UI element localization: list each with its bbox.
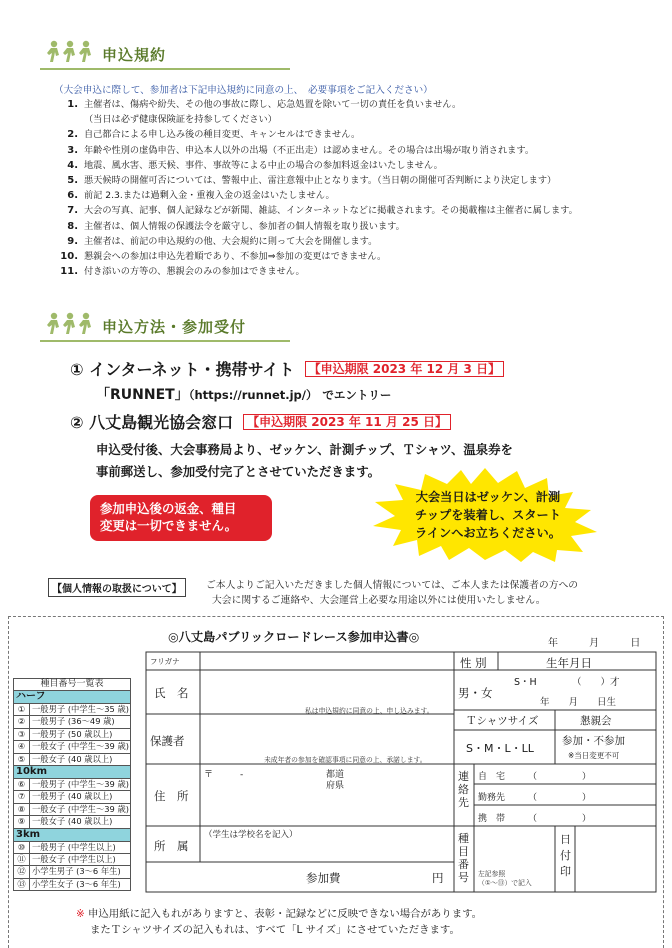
footnote: ※ 申込用紙に記入もれがありますと、表彰・記録などに反映できない場合があります。 またＴシャツサイズの記入もれは、すべて「L サイズ」にさせていただきます。: [76, 908, 483, 936]
birth-ymd-field[interactable]: 年 月 日生: [540, 697, 617, 708]
note-mark: ※: [76, 908, 85, 920]
guardian-consent-note: 未成年者の参加を確認事項に同意の上、承諾します。: [264, 756, 427, 764]
contact-label: 連絡先: [458, 770, 469, 809]
contact-home-field[interactable]: （ ）: [528, 772, 592, 782]
method-description: 申込受付後、大会事務局より、ゼッケン、計測チップ、Ｔシャツ、温泉券を 事前郵送し、参加受付完了とさせていただきます。: [96, 442, 513, 479]
rule-item: 9. 主催者は、前記の申込規約の他、大会規約に則って大会を開催します。: [67, 235, 378, 247]
contact-mobile-field[interactable]: （ ）: [528, 814, 592, 824]
affiliation-label: 所 属: [154, 839, 189, 853]
name-label: 氏 名: [154, 686, 189, 700]
category-row: ⑦ 一般男子 (40 歳以上): [13, 790, 131, 802]
category-row: ④ 一般女子 (中学生〜39 歳): [13, 740, 131, 752]
tshirt-size-options[interactable]: S・M・L・LL: [466, 742, 534, 755]
contact-work-label: 勤務先: [478, 793, 506, 803]
postal-mark: 〒 -: [204, 770, 244, 780]
rule-item: 7. 大会の写真、記事、個人記録などが新聞、雑誌、インターネットなどに掲載されます。その掲載権は主催者に属します。: [67, 205, 578, 217]
category-row: ⑥ 一般男子 (中学生〜39 歳): [13, 778, 131, 790]
category-row: ① 一般男子 (中学生〜35 歳): [13, 703, 131, 715]
rule-item: 1. 主催者は、傷病や紛失、その他の事故に際し、応急処置を除いて一切の責任を負いません。: [67, 99, 462, 110]
prefecture-label: 都道: [326, 770, 345, 780]
category-row: ⑩ 一般男子 (中学生以上): [13, 841, 131, 853]
category-group-3km: 3km: [13, 828, 131, 841]
method-window: ② 八丈島観光協会窓口 【申込期限 2023 年 11 月 25 日】: [70, 410, 451, 433]
fee-unit: 円: [432, 871, 444, 885]
rule-item: 10. 懇親会への参加は申込先着順であり、不参加⇒参加の変更はできません。: [60, 251, 387, 263]
party-note: ※当日変更不可: [568, 751, 620, 760]
contact-home-label: 自 宅: [478, 772, 506, 782]
guardian-label: 保護者: [150, 734, 185, 748]
contact-mobile-label: 携 帯: [478, 814, 506, 824]
privacy-text: ご本人よりご記入いただきました個人情報については、ご本人または保護者の方への 大会に関するご連絡や、大会運営上必要な用途以外には使用いたしません。: [206, 580, 579, 606]
race-day-notice: 大会当日はゼッケン、計測 チップを装着し、スタート ラインへお立ちください。: [415, 490, 561, 540]
affiliation-note: （学生は学校名を記入）: [204, 830, 298, 840]
address-label: 住 所: [154, 789, 189, 803]
category-row: ⑨ 一般女子 (40 歳以上): [13, 815, 131, 827]
deadline-badge: 【申込期限 2023 年 12 月 3 日】: [305, 361, 505, 377]
form-title: ◎八丈島パブリックロードレース参加申込書◎: [168, 630, 420, 644]
affiliation-field[interactable]: [201, 838, 453, 861]
rule-item: 2. 自己都合による申し込み後の種目変更、キャンセルはできません。: [67, 129, 361, 141]
runnet-url[interactable]: （https://runnet.jp/）: [188, 388, 318, 402]
age-field[interactable]: （ ）才: [572, 677, 620, 688]
category-row: ⑤ 一般女子 (40 歳以上): [13, 753, 131, 765]
privacy-label: 【個人情報の取扱について】: [48, 578, 186, 597]
rules-title: 申込規約: [102, 46, 167, 64]
tshirt-label: Ｔシャツサイズ: [466, 715, 539, 727]
category-row: ③ 一般男子 (50 歳以上): [13, 728, 131, 740]
category-title: 種目番号一覧表: [13, 678, 131, 690]
fee-label: 参加費: [306, 871, 341, 885]
date-stamp-label: 日付印: [560, 833, 571, 878]
furigana-label: フリガナ: [150, 657, 180, 666]
contact-work-field[interactable]: （ ）: [528, 793, 592, 803]
rule-item: 5. 悪天候時の開催可否については、警報中止、雷注意報中止となります。（当日朝の開催可否判断により決定します）: [67, 175, 557, 187]
era-options[interactable]: S・H: [514, 677, 537, 688]
form-date: 年 月 日: [548, 638, 641, 649]
method-title: 申込方法・参加受付: [102, 318, 247, 336]
category-row: ⑬ 小学生女子 (3〜6 年生): [13, 878, 131, 891]
category-group-half: ハーフ: [13, 690, 131, 703]
event-number-label: 種目番号: [458, 832, 469, 884]
category-row: ⑧ 一般女子 (中学生〜39 歳): [13, 803, 131, 815]
category-group-10km: 10km: [13, 765, 131, 778]
category-row: ⑫ 小学生男子 (3〜6 年生): [13, 865, 131, 877]
rule-item: 3. 年齢や性別の虚偽申告、申込本人以外の出場（不正出走）は認めません。その場合は出場が取り消されます。: [67, 144, 535, 156]
category-row: ② 一般男子 (36〜49 歳): [13, 715, 131, 727]
rule-item: 4. 地震、風水害、悪天候、事件、事故等による中止の場合の参加料返金はいたしません。: [67, 159, 443, 171]
runnet-line: 「RUNNET」（https://runnet.jp/） でエントリー: [96, 387, 392, 403]
method-internet: ① インターネット・携帯サイト 【申込期限 2023 年 12 月 3 日】: [70, 357, 504, 380]
gender-options[interactable]: 男・女: [458, 686, 493, 700]
rules-intro: （大会申込に際して、参加者は下記申込規約に同意の上、 必要事項をご記入ください）: [54, 85, 433, 96]
rule-item: （当日は必ず健康保険証を持参してください）: [84, 114, 277, 126]
address-field[interactable]: [201, 790, 453, 825]
party-label: 懇親会: [580, 715, 612, 727]
refund-notice: 参加申込後の返金、種目 変更は一切できません。: [90, 495, 272, 541]
event-number-note: 左記参照: [478, 870, 506, 878]
rule-item: 11. 付き添いの方等の、懇親会のみの参加はできません。: [60, 266, 305, 278]
gender-label: 性 別: [460, 656, 487, 670]
rule-item: 8. 主催者は、個人情報の保護法令を厳守し、参加者の個人情報を取り扱います。: [67, 220, 405, 232]
event-number-note: （①～⑬）で記入: [478, 879, 532, 887]
deadline-badge: 【申込期限 2023 年 11 月 25 日】: [243, 414, 451, 430]
prefecture-label: 府県: [326, 781, 345, 791]
party-options[interactable]: 参加・不参加: [562, 735, 625, 747]
category-row: ⑪ 一般女子 (中学生以上): [13, 853, 131, 865]
name-consent-note: 私は申込規約に同意の上、申し込みます。: [305, 707, 434, 715]
birthdate-label: 生年月日: [546, 656, 592, 670]
rule-item: 6. 前記 2.3.または過剰入金・重複入金の返金はいたしません。: [67, 190, 335, 202]
event-number-field[interactable]: [475, 827, 554, 865]
